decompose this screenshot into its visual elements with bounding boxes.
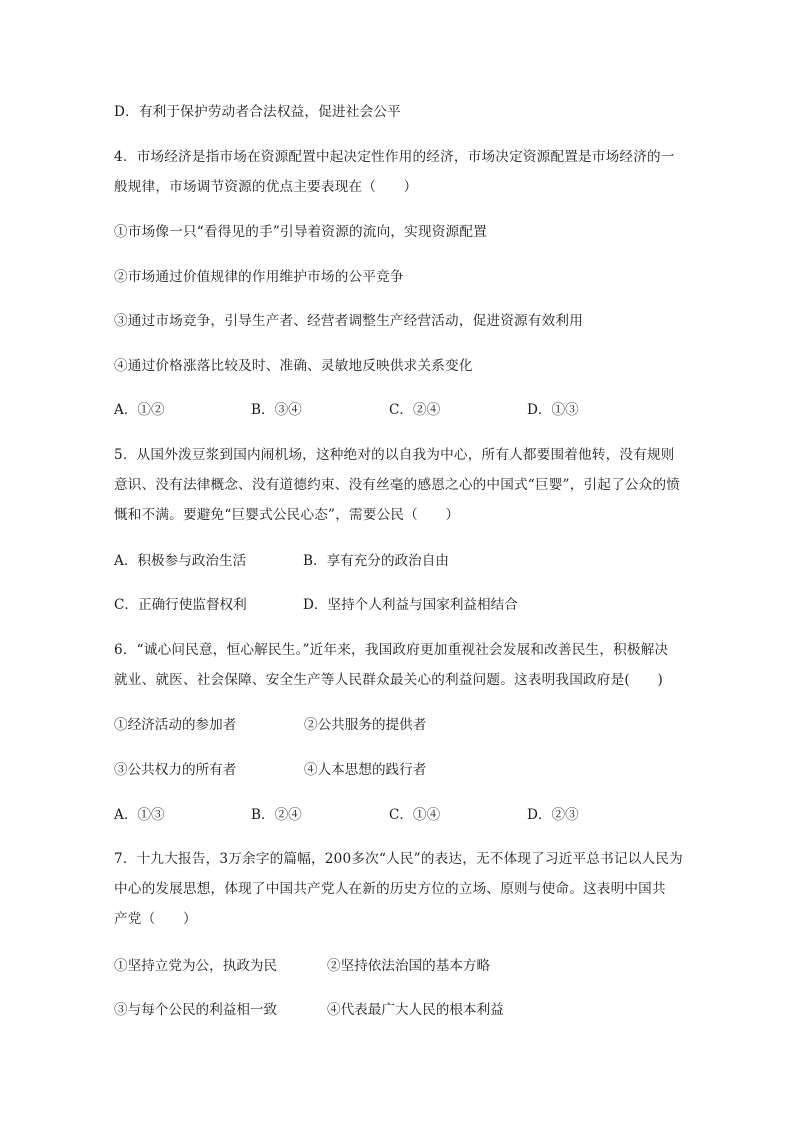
q4-option-d: D．①③ (527, 402, 579, 418)
q4-item-1: ①市场像一只“看得见的手”引导着资源的流向，实现资源配置 (114, 224, 487, 240)
q5-stem-line2: 意识、没有法律概念、没有道德约束、没有丝毫的感恩之心的中国式“巨婴”，引起了公众的愤 (114, 477, 681, 493)
q4-stem-line2: 般规律，市场调节资源的优点主要表现在（ ） (114, 179, 418, 195)
q5-option-c: C．正确行使监督权利 (114, 597, 247, 613)
q4-item-4: ④通过价格涨落比较及时、准确、灵敏地反映供求关系变化 (114, 358, 473, 374)
q4-stem-line1: 4．市场经济是指市场在资源配置中起决定性作用的经济，市场决定资源配置是市场经济的一 (114, 149, 675, 165)
q6-item-4: ④人本思想的践行者 (304, 762, 427, 778)
q4-item-3: ③通过市场竞争，引导生产者、经营者调整生产经营活动，促进资源有效利用 (114, 313, 583, 329)
q7-stem-line1: 7．十九大报告，3万余字的篇幅，200多次“人民”的表达，无不体现了习近平总书记以人民为 (114, 851, 683, 867)
q6-stem-line2: 就业、就医、社会保障、安全生产等人民群众最关心的利益问题。这表明我国政府是( ) (114, 672, 663, 688)
q7-item-1: ①坚持立党为公，执政为民 (114, 958, 278, 974)
q6-option-c: C．①④ (389, 807, 441, 823)
q4-option-b: B．③④ (251, 402, 302, 418)
q7-stem-line2: 中心的发展思想，体现了中国共产党人在新的历史方位的立场、原则与使命。这表明中国共 (114, 881, 666, 897)
q6-option-d: D．②③ (527, 807, 579, 823)
q6-option-b: B．②④ (251, 807, 302, 823)
q5-stem-line1: 5．从国外泼豆浆到国内闹机场，这种绝对的以自我为中心，所有人都要围着他转，没有规则 (114, 447, 675, 463)
q4-option-c: C．②④ (389, 402, 441, 418)
q6-stem-line1: 6．“诚心问民意，恒心解民生。”近年来，我国政府更加重视社会发展和改善民生，积极解决 (114, 642, 669, 658)
q7-stem-line3: 产党（ ） (114, 911, 197, 927)
q6-item-3: ③公共权力的所有者 (114, 762, 237, 778)
q3-option-d: D．有利于保护劳动者合法权益，促进社会公平 (114, 104, 401, 120)
q6-item-1: ①经济活动的参加者 (114, 717, 237, 733)
q5-option-b: B．享有充分的政治自由 (303, 553, 449, 569)
q6-item-2: ②公共服务的提供者 (304, 717, 427, 733)
q5-option-a: A．积极参与政治生活 (114, 553, 247, 569)
q5-stem-line3: 慨和不满。要避免“巨婴式公民心态”，需要公民（ ） (114, 507, 460, 523)
q4-option-a: A．①② (114, 402, 165, 418)
q6-option-a: A．①③ (114, 807, 165, 823)
q7-item-4: ④代表最广大人民的根本利益 (327, 1002, 504, 1018)
q4-item-2: ②市场通过价值规律的作用维护市场的公平竞争 (114, 269, 404, 285)
q7-item-2: ②坚持依法治国的基本方略 (327, 958, 491, 974)
q5-option-d: D．坚持个人利益与国家利益相结合 (303, 597, 518, 613)
q7-item-3: ③与每个公民的利益相一致 (114, 1002, 278, 1018)
